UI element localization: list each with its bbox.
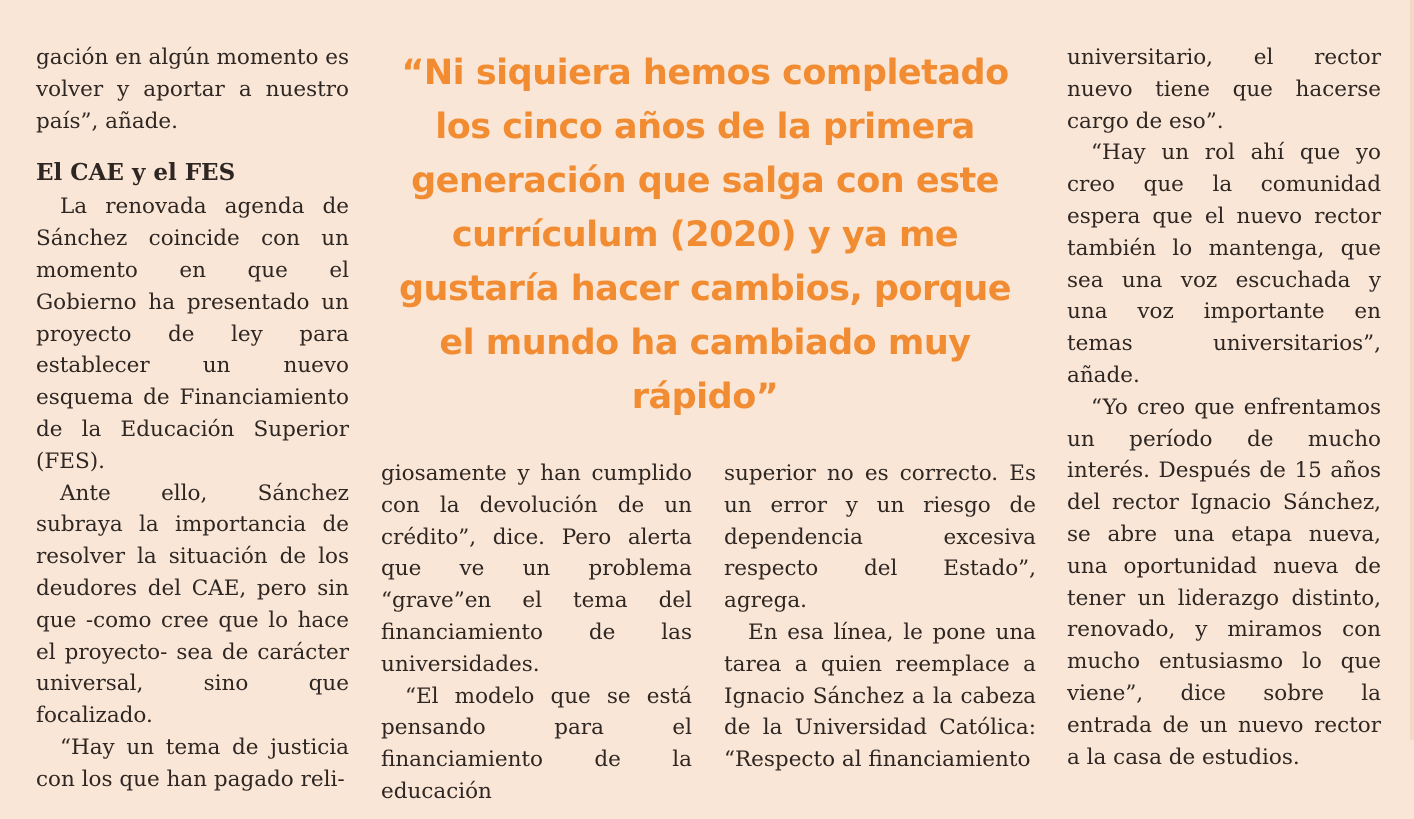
paragraph: “Hay un tema de justicia con los que han pagado reli- xyxy=(36,734,349,792)
page-edge-divider xyxy=(1410,0,1414,740)
paragraph: “Yo creo que enfrentamos un período de mucho interés. Después de 15 años del rector Ignacio Sánchez, se abre una etapa nueva, una oportunidad nueva de tener un liderazgo distinto, renovado, y miramos con mucho entusiasmo lo que viene”, dice sobre la entrada de un nuevo rector a la casa de estudios. xyxy=(1067,394,1381,770)
paragraph: superior no es correcto. Es un error y un riesgo de dependencia excesiva respecto del Estado”, agrega. xyxy=(724,461,1036,614)
paragraph: gación en algún momento es volver y aportar a nuestro país”, añade. xyxy=(36,45,349,134)
pull-quote: “Ni siquiera hemos completado los cinco años de la primera generación que salga con este currículum (2020) y ya me gustaría hacer cambios, porque el mundo ha cambiado muy rápido” xyxy=(399,53,1011,417)
article-column-2 xyxy=(381,458,692,808)
paragraph: Ante ello, Sánchez subraya la importancia de resolver la situación de los deudores del CAE, pero sin que -como cree que lo hace el proyecto- sea de carácter universal, sino que focalizado. xyxy=(36,480,349,729)
paragraph: “Hay un rol ahí que yo creo que la comunidad espera que el nuevo rector también lo mantenga, que sea una voz escuchada y una voz importante en temas universitarios”, añade. xyxy=(1067,140,1381,388)
paragraph: “El modelo que se está pensando para el financiamiento de la educación xyxy=(381,683,692,804)
paragraph: universitario, el rector nuevo tiene que hacerse cargo de eso”. xyxy=(1067,45,1381,134)
article-column-3 xyxy=(724,458,1036,776)
paragraph: En esa línea, le pone una tarea a quien reemplace a Ignacio Sánchez a la cabeza de la Universidad Católica: “Respecto al financiamiento xyxy=(724,619,1036,773)
section-subheading: El CAE y el FES xyxy=(36,159,236,187)
paragraph: giosamente y han cumplido con la devolución de un crédito”, dice. Pero alerta que ve un problema “grave”en el tema del financiamiento de las universidades. xyxy=(381,461,692,677)
paragraph: La renovada agenda de Sánchez coincide con un momento en que el Gobierno ha presentado un proyecto de ley para establecer un nuevo esquema de Financiamiento de la Educación Superior (FES). xyxy=(36,194,349,474)
article-column-4 xyxy=(1067,42,1381,773)
article-column-1 xyxy=(36,42,349,796)
